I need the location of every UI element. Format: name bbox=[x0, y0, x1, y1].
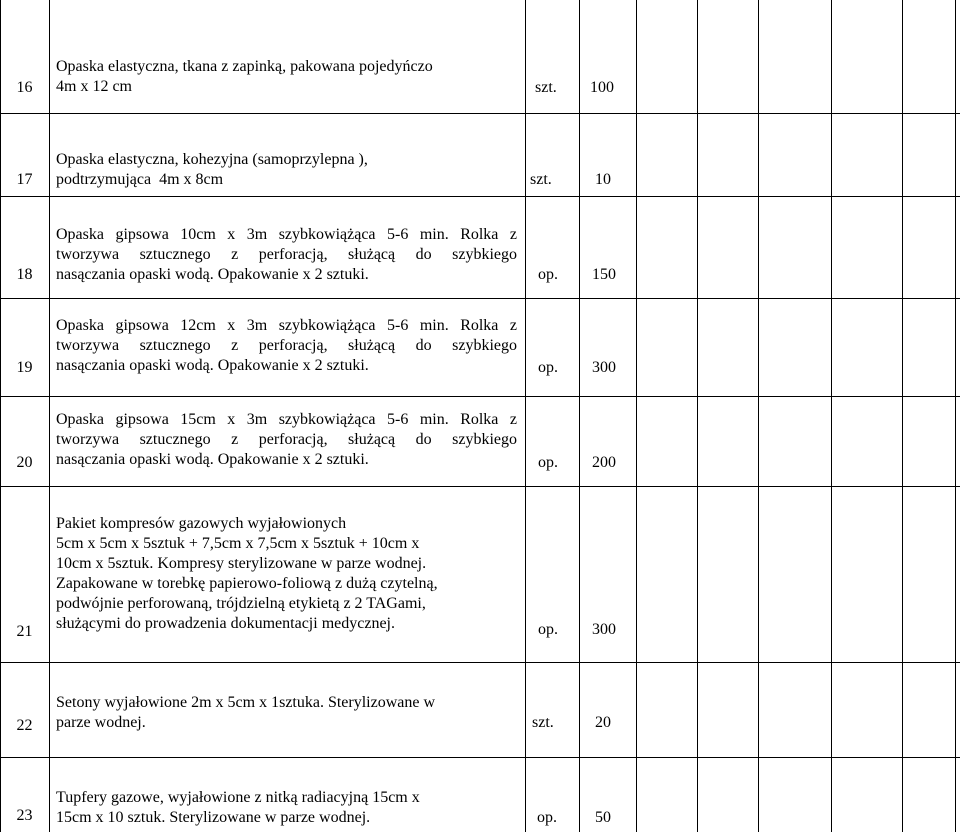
unit-cell: op. bbox=[538, 266, 558, 283]
row-number: 22 bbox=[16, 717, 33, 734]
item-description bbox=[56, 150, 368, 190]
column-border bbox=[0, 0, 1, 832]
description-line: Opaska gipsowa 15cm x 3m szybkowiążąca 5-6 min. Rolka z bbox=[56, 411, 517, 428]
row-border bbox=[0, 298, 960, 299]
item-description bbox=[56, 316, 517, 376]
description-line: Opaska elastyczna, kohezyjna (samoprzylepna ), bbox=[56, 151, 368, 168]
description-line: podwójnie perforowaną, trójdzielną etykietą z 2 TAGami, bbox=[56, 595, 426, 612]
quantity-cell: 150 bbox=[592, 266, 616, 283]
description-line: Opaska elastyczna, tkana z zapinką, pakowana pojedyńczo bbox=[56, 58, 433, 75]
unit-cell: szt. bbox=[535, 79, 557, 96]
description-line: 10cm x 5sztuk. Kompresy sterylizowane w parze wodnej. bbox=[56, 555, 427, 572]
column-border bbox=[579, 0, 580, 832]
row-number: 17 bbox=[16, 171, 33, 188]
unit-cell: szt. bbox=[530, 171, 552, 188]
column-border bbox=[955, 0, 956, 832]
description-line: służącymi do prowadzenia dokumentacji medycznej. bbox=[56, 615, 395, 632]
description-line: nasączania opaski wodą. Opakowanie x 2 sztuki. bbox=[56, 266, 369, 283]
item-description bbox=[56, 410, 517, 470]
unit-cell: szt. bbox=[532, 714, 554, 731]
description-line: Tupfery gazowe, wyjałowione z nitką radiacyjną 15cm x bbox=[56, 789, 420, 806]
column-border bbox=[831, 0, 832, 832]
item-description bbox=[56, 514, 438, 634]
quantity-cell: 50 bbox=[595, 809, 611, 826]
description-line: podtrzymująca 4m x 8cm bbox=[56, 171, 224, 188]
description-line: parze wodnej. bbox=[56, 714, 146, 731]
description-line: 15cm x 10 sztuk. Sterylizowane w parze wodnej. bbox=[56, 809, 371, 826]
description-line: tworzywa sztucznego z perforacją, służącą do szybkiego bbox=[56, 246, 517, 263]
description-line: nasączania opaski wodą. Opakowanie x 2 sztuki. bbox=[56, 357, 369, 374]
column-border bbox=[525, 0, 526, 832]
row-number: 20 bbox=[16, 454, 33, 471]
unit-cell: op. bbox=[538, 454, 558, 471]
description-line: nasączania opaski wodą. Opakowanie x 2 sztuki. bbox=[56, 451, 369, 468]
description-line: Pakiet kompresów gazowych wyjałowionych bbox=[56, 515, 347, 532]
unit-cell: op. bbox=[538, 621, 558, 638]
quantity-cell: 20 bbox=[595, 714, 611, 731]
column-border bbox=[49, 0, 50, 832]
row-number: 19 bbox=[16, 359, 33, 376]
row-border bbox=[0, 396, 960, 397]
description-line: tworzywa sztucznego z perforacją, służącą do szybkiego bbox=[56, 337, 517, 354]
unit-cell: op. bbox=[537, 809, 557, 826]
row-number: 21 bbox=[16, 623, 33, 640]
column-border bbox=[636, 0, 637, 832]
item-description bbox=[56, 225, 517, 285]
row-border bbox=[0, 196, 960, 197]
row-number: 18 bbox=[16, 266, 33, 283]
row-border bbox=[0, 486, 960, 487]
column-border bbox=[697, 0, 698, 832]
row-border bbox=[0, 113, 960, 114]
description-line: Zapakowane w torebkę papierowo-foliową z dużą czytelną, bbox=[56, 575, 438, 592]
quantity-cell: 300 bbox=[592, 621, 616, 638]
row-border bbox=[0, 757, 960, 758]
unit-cell: op. bbox=[538, 359, 558, 376]
description-line: Opaska gipsowa 12cm x 3m szybkowiążąca 5-6 min. Rolka z bbox=[56, 317, 517, 334]
row-number: 16 bbox=[16, 79, 33, 96]
description-line: tworzywa sztucznego z perforacją, służącą do szybkiego bbox=[56, 431, 517, 448]
row-border bbox=[0, 662, 960, 663]
quantity-cell: 300 bbox=[592, 359, 616, 376]
column-border bbox=[902, 0, 903, 832]
description-line: Setony wyjałowione 2m x 5cm x 1sztuka. Sterylizowane w bbox=[56, 694, 436, 711]
item-description bbox=[56, 693, 435, 733]
row-number: 23 bbox=[16, 807, 33, 824]
description-line: 5cm x 5cm x 5sztuk + 7,5cm x 7,5cm x 5sztuk + 10cm x bbox=[56, 535, 420, 552]
quantity-cell: 100 bbox=[590, 79, 614, 96]
column-border bbox=[758, 0, 759, 832]
description-line: Opaska gipsowa 10cm x 3m szybkowiążąca 5-6 min. Rolka z bbox=[56, 226, 517, 243]
item-description bbox=[56, 788, 420, 828]
quantity-cell: 10 bbox=[595, 171, 611, 188]
quantity-cell: 200 bbox=[592, 454, 616, 471]
description-line: 4m x 12 cm bbox=[56, 78, 132, 95]
item-description bbox=[56, 57, 433, 97]
